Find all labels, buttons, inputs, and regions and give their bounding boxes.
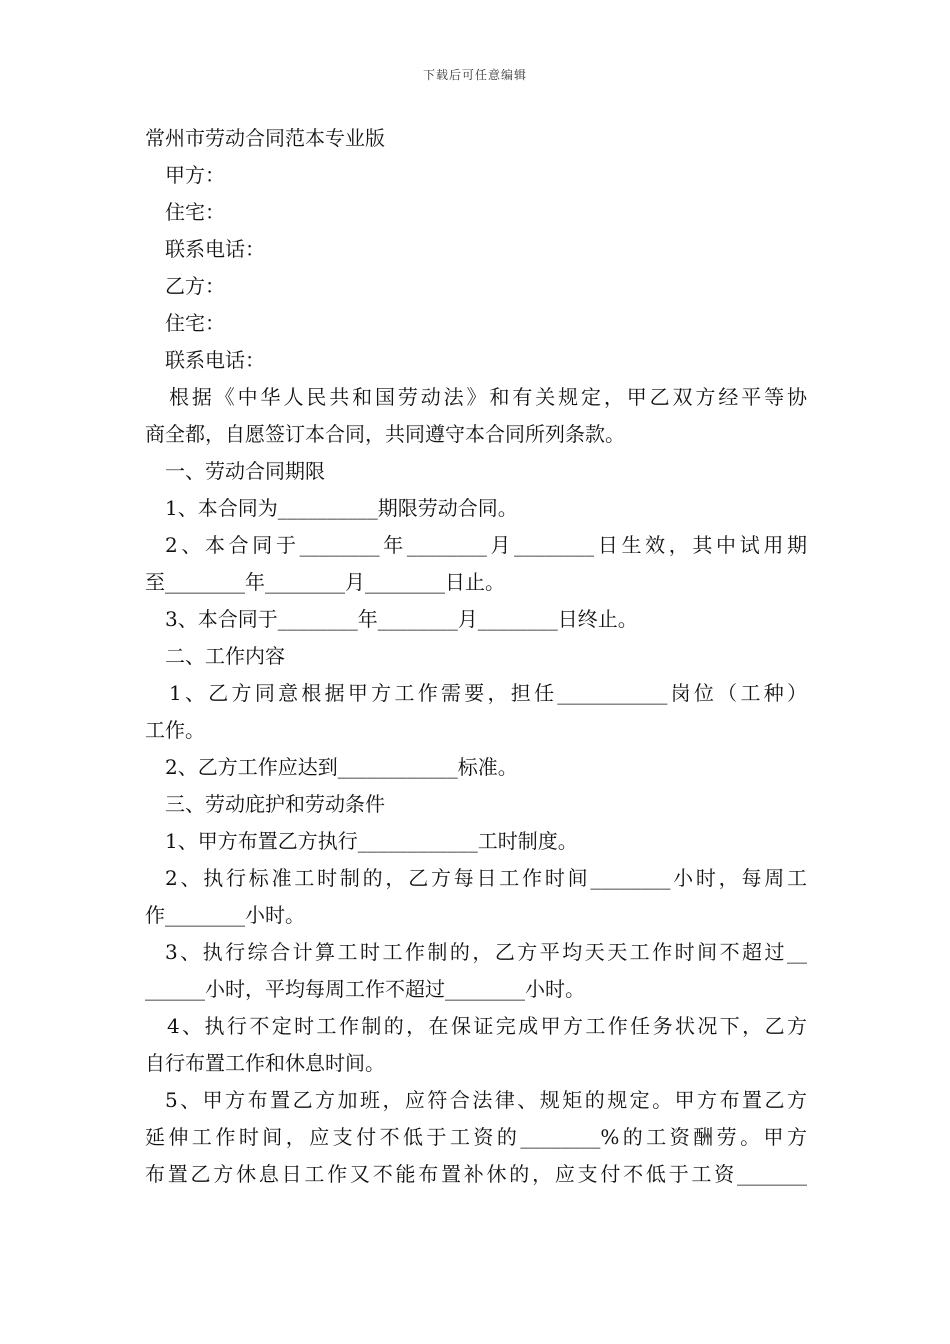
clause-3-2-line-2: 作________小时。 <box>145 903 305 927</box>
clause-3-1: 1、甲方布置乙方执行____________工时制度。 <box>165 829 578 853</box>
clause-2-2: 2、乙方工作应达到____________标准。 <box>165 755 518 779</box>
preamble-line-2: 商全都，自愿签订本合同，共同遵守本合同所列条款。 <box>145 422 625 446</box>
party-a-label: 甲方： <box>165 163 225 187</box>
clause-3-5-line-2: 延伸工作时间，应支付不低于工资的________%的工资酬劳。甲方 <box>145 1125 807 1149</box>
clause-1-2-line-1: 2、本合同于________年________月________日生效，其中试用期 <box>165 533 807 557</box>
section-1-heading: 一、劳动合同期限 <box>165 459 325 483</box>
clause-3-3-line-2: ______小时，平均每周工作不超过________小时。 <box>145 977 585 1001</box>
section-3-heading: 三、劳动庇护和劳动条件 <box>165 792 385 816</box>
section-2-heading: 二、工作内容 <box>165 644 285 668</box>
clause-3-4-line-1: 4、执行不定时工作制的，在保证完成甲方工作任务状况下，乙方 <box>167 1014 807 1038</box>
clause-3-2-line-1: 2、执行标准工时制的，乙方每日工作时间________小时，每周工 <box>165 866 807 890</box>
preamble-line-1: 根据《中华人民共和国劳动法》和有关规定，甲乙双方经平等协 <box>169 385 807 409</box>
clause-2-1-line-2: 工作。 <box>145 718 205 742</box>
document-body <box>145 120 807 1193</box>
clause-1-1: 1、本合同为__________期限劳动合同。 <box>165 496 518 520</box>
document-title: 常州市劳动合同范本专业版 <box>145 126 385 150</box>
clause-3-5-line-3: 布置乙方休息日工作又不能布置补休的，应支付不低于工资_______ <box>145 1162 807 1186</box>
header-note: 下载后可任意编辑 <box>422 68 527 82</box>
party-a-phone-label: 联系电话： <box>165 237 265 261</box>
clause-1-3: 3、本合同于________年________月________日终止。 <box>165 607 638 631</box>
clause-3-4-line-2: 自行布置工作和休息时间。 <box>145 1051 385 1075</box>
party-b-phone-label: 联系电话： <box>165 348 265 372</box>
party-b-address-label: 住宅： <box>165 311 225 335</box>
clause-2-1-line-1: 1、乙方同意根据甲方工作需要，担任___________岗位（工种） <box>169 681 807 705</box>
clause-1-2-line-2: 至________年________月________日止。 <box>145 570 505 594</box>
clause-3-3-line-1: 3、执行综合计算工时工作制的，乙方平均天天工作时间不超过__ <box>165 940 807 964</box>
party-b-label: 乙方： <box>165 274 225 298</box>
clause-3-5-line-1: 5、甲方布置乙方加班，应符合法律、规矩的规定。甲方布置乙方 <box>165 1088 807 1112</box>
party-a-address-label: 住宅： <box>165 200 225 224</box>
